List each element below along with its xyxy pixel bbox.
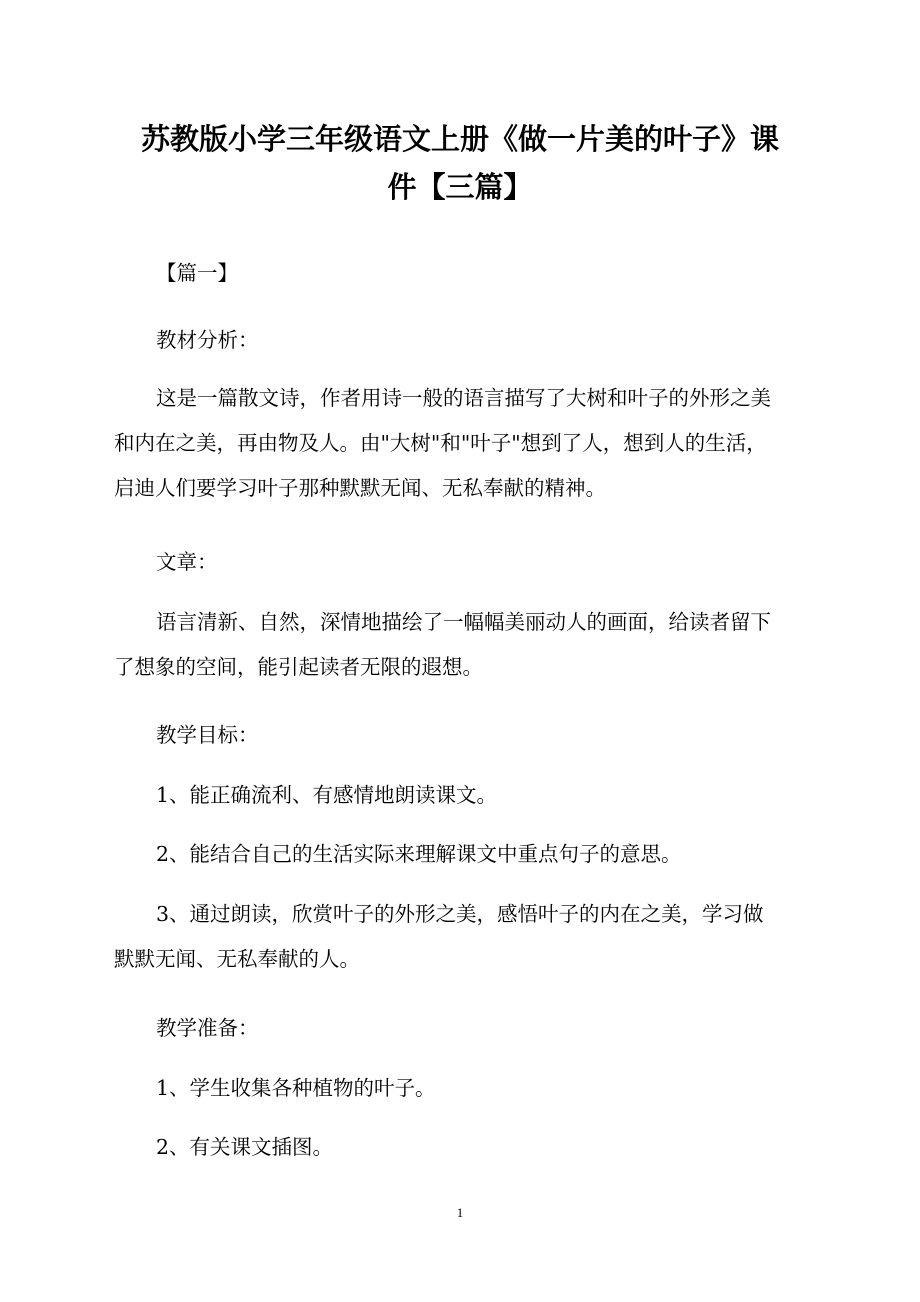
paragraph-line: 3、通过朗读，欣赏叶子的外形之美，感悟叶子的内在之美，学习做	[156, 902, 764, 926]
paragraph-goal-1	[114, 773, 808, 818]
section-heading	[114, 251, 808, 296]
paragraph-line: 2、有关课文插图。	[156, 1135, 334, 1159]
paragraph-line: 语言清新、自然，深情地描绘了一幅幅美丽动人的画面，给读者留下	[156, 610, 771, 634]
paragraph-teaching-goals-label	[114, 713, 808, 758]
paragraph-line: 1、能正确流利、有感情地朗读课文。	[156, 783, 498, 807]
paragraph-line: 了想象的空间，能引起读者无限的遐想。	[114, 655, 483, 679]
paragraph-article-label	[114, 540, 808, 585]
paragraph-goal-3	[114, 892, 808, 982]
paragraph-teaching-prep-label	[114, 1006, 808, 1051]
paragraph-line: 1、学生收集各种植物的叶子。	[156, 1076, 436, 1100]
paragraph-teaching-analysis-label	[114, 318, 808, 363]
title-line-2: 件【三篇】	[387, 170, 533, 204]
paragraph-prep-1	[114, 1066, 808, 1111]
paragraph-line: 默默无闻、无私奉献的人。	[114, 947, 360, 971]
paragraph-prep-2	[114, 1125, 808, 1170]
paragraph-goal-2	[114, 832, 808, 877]
paragraph-line: 教学目标：	[156, 723, 259, 747]
paragraph-article	[114, 600, 808, 690]
paragraph-teaching-analysis	[114, 376, 808, 511]
paragraph-line: 和内在之美，再由物及人。由"大树"和"叶子"想到了人，想到人的生活，	[114, 431, 767, 455]
section-heading-text: 【篇一】	[156, 261, 238, 285]
title-line-1: 苏教版小学三年级语文上册《做一片美的叶子》课	[140, 122, 779, 156]
paragraph-line: 启迪人们要学习叶子那种默默无闻、无私奉献的精神。	[114, 476, 606, 500]
paragraph-line: 这是一篇散文诗，作者用诗一般的语言描写了大树和叶子的外形之美	[156, 386, 771, 410]
document-title	[114, 115, 806, 211]
paragraph-line: 教材分析：	[156, 328, 259, 352]
paragraph-line: 教学准备：	[156, 1016, 259, 1040]
paragraph-line: 2、能结合自己的生活实际来理解课文中重点句子的意思。	[156, 842, 682, 866]
paragraph-line: 文章：	[156, 550, 218, 574]
page-number: 1	[456, 1205, 464, 1220]
